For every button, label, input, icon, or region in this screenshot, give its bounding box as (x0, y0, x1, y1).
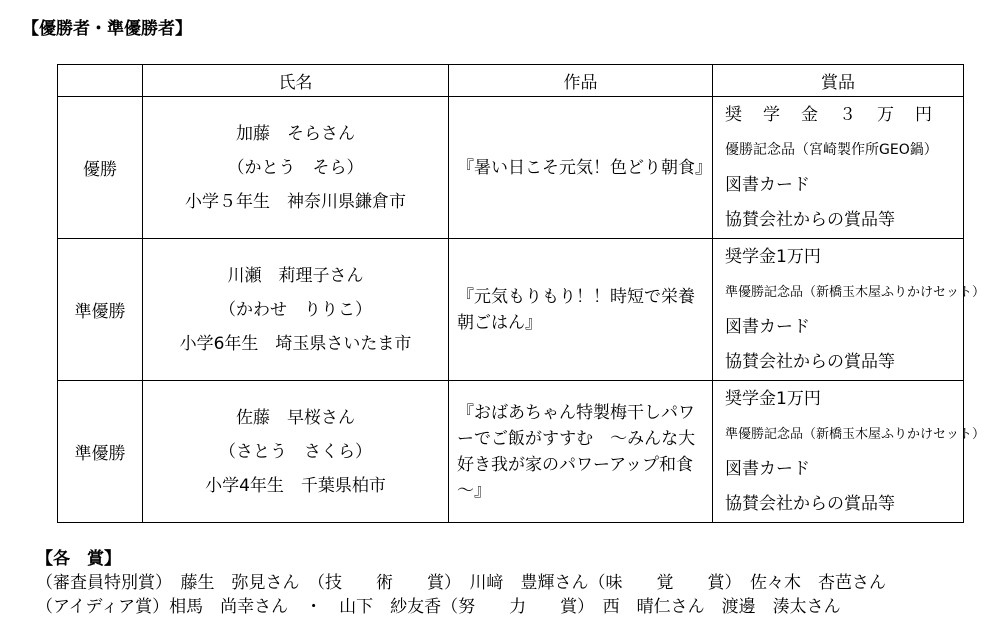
prize-book-card: 図書カード (725, 174, 810, 195)
winner-name: 加藤 そらさん (236, 123, 355, 144)
section-title: 【優勝者・準優勝者】 (22, 19, 192, 39)
name-cell (143, 97, 449, 239)
rank-cell: 準優勝 (58, 381, 143, 523)
work-cell: 『暑い日こそ元気！色どり朝食』 (449, 97, 713, 239)
winner-reading: （かとう そら） (227, 157, 364, 178)
work-cell: 『おばあちゃん特製梅干しパワーでご飯がすすむ ～みんな大好き我が家のパワーアップ和食～』 (449, 381, 713, 523)
header-name: 氏名 (143, 65, 449, 97)
prize-sponsor: 協賛会社からの賞品等 (725, 351, 895, 372)
name-cell (143, 381, 449, 523)
runner-grade-location: 小学6年生 埼玉県さいたま市 (179, 333, 412, 354)
name-cell (143, 239, 449, 381)
header-prize: 賞品 (713, 65, 964, 97)
work-cell: 『元気もりもり！！時短で栄養朝ごはん』 (449, 239, 713, 381)
runner-reading: （さとう さくら） (219, 441, 372, 462)
prize-memento: 準優勝記念品（新橋玉木屋ふりかけセット） (725, 284, 986, 300)
awards-line-1: （審査員特別賞） 藤生 弥見さん （技 術 賞） 川﨑 豊輝さん（味 覚 賞） 佐々木 杏芭さん (36, 573, 886, 593)
prize-book-card: 図書カード (725, 316, 810, 337)
prize-cell (713, 97, 964, 239)
prize-scholarship: 奨学金1万円 (725, 246, 821, 267)
prize-book-card: 図書カード (725, 458, 810, 479)
runner-name: 川瀬 莉理子さん (227, 265, 364, 286)
prize-cell (713, 239, 986, 381)
prize-cell (713, 381, 986, 523)
rank-cell: 優勝 (58, 97, 143, 239)
runner-reading: （かわせ りりこ） (219, 299, 372, 320)
runner-grade-location: 小学4年生 千葉県柏市 (205, 475, 386, 496)
awards-title: 【各 賞】 (36, 549, 121, 569)
table-row (58, 97, 964, 239)
rank-cell: 準優勝 (58, 239, 143, 381)
prize-sponsor: 協賛会社からの賞品等 (725, 493, 895, 514)
awards-line-2: （アイディア賞）相馬 尚幸さん ・ 山下 紗友香（努 力 賞） 西 晴仁さん 渡邊 湊太さん (36, 597, 841, 617)
winner-grade-location: 小学５年生 神奈川県鎌倉市 (185, 191, 406, 212)
prize-scholarship: 奨学金３万円 (725, 104, 953, 125)
table-header-row (58, 65, 964, 97)
header-work: 作品 (449, 65, 713, 97)
table-row (58, 239, 964, 381)
prize-memento: 準優勝記念品（新橋玉木屋ふりかけセット） (725, 426, 986, 442)
results-table (57, 64, 986, 523)
table-row (58, 381, 964, 523)
prize-scholarship: 奨学金1万円 (725, 388, 821, 409)
prize-memento: 優勝記念品（宮崎製作所GEO鍋） (725, 141, 938, 158)
prize-sponsor: 協賛会社からの賞品等 (725, 209, 895, 230)
runner-name: 佐藤 早桜さん (236, 407, 355, 428)
header-rank (58, 65, 143, 97)
